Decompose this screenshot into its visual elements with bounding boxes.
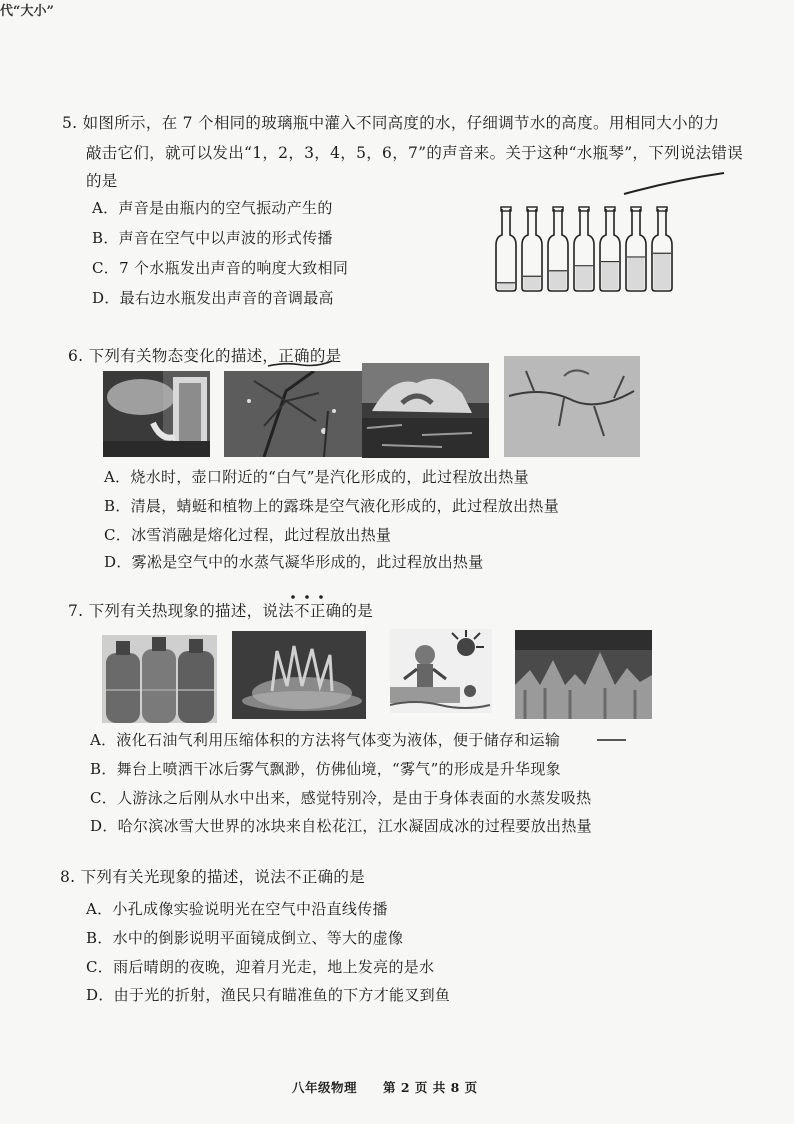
water-bottle-5	[600, 207, 620, 291]
q7-stem: 7. 下列有关热现象的描述，说法不正确的是	[68, 602, 374, 620]
q6-stem: 6. 下列有关物态变化的描述，正确的是	[68, 347, 342, 365]
photo-boiling-kettle	[103, 371, 210, 457]
q7-pen-dash	[596, 737, 628, 743]
q6-underline-mark	[266, 357, 336, 371]
q7-option-a: A．液化石油气利用压缩体积的方法将气体变为液体，便于储存和运输	[90, 731, 561, 749]
q5-option-a: A．声音是由瓶内的空气振动产生的	[92, 199, 333, 217]
q6-option-a: A．烧水时，壶口附近的“白气”是汽化形成的，此过程放出热量	[104, 468, 529, 486]
water-bottle-4	[574, 207, 594, 291]
q5-option-d: D．最右边水瓶发出声音的音调最高	[92, 289, 334, 307]
water-bottle-1	[496, 207, 516, 291]
photo-dragonfly-dew	[224, 371, 371, 457]
q7-option-d: D．哈尔滨冰雪大世界的冰块来自松花江，江水凝固成冰的过程要放出热量	[90, 817, 592, 835]
water-bottles-figure	[492, 205, 692, 297]
q8-option-d: D．由于光的折射，渔民只有瞄准鱼的下方才能叉到鱼	[86, 986, 451, 1004]
pen-mark-stroke	[620, 170, 730, 200]
water-fill-4	[576, 266, 593, 290]
q6-option-d: D．雾凇是空气中的水蒸气凝华形成的，此过程放出热量	[104, 553, 484, 571]
q5-option-c: C．7 个水瓶发出声音的响度大致相同	[92, 259, 349, 277]
photo-rime-frost	[504, 356, 640, 457]
q5-stem-line-2: 敲击它们，就可以发出“1，2，3，4，5，6，7”的声音来。关于这种“水瓶琴”，下列说法错误	[86, 144, 744, 162]
q8-stem: 8. 下列有关光现象的描述，说法不正确的是	[60, 868, 366, 886]
water-bottle-2	[522, 207, 542, 291]
water-fill-6	[628, 257, 645, 290]
corner-fragment-text: 代“大小”	[0, 4, 54, 19]
water-bottle-3	[548, 207, 568, 291]
q5-stem-line-3: 的是	[86, 172, 118, 190]
photo-dry-ice-stage	[232, 631, 366, 719]
water-bottle-6	[626, 207, 646, 291]
photo-ice-sculptures	[515, 630, 652, 719]
q5-option-b: B．声音在空气中以声波的形式传播	[92, 229, 333, 247]
page-footer: 八年级物理 第 2 页 共 8 页	[292, 1080, 478, 1095]
photo-melting-ice	[362, 363, 489, 458]
q6-option-c: C．冰雪消融是熔化过程，此过程放出热量	[104, 526, 392, 544]
photo-gas-cylinders	[102, 635, 217, 723]
q5-stem-line-1: 5. 如图所示，在 7 个相同的玻璃瓶中灌入不同高度的水，仔细调节水的高度。用相同大小的力	[62, 114, 720, 132]
water-fill-7	[654, 253, 671, 289]
q7-emphasis-dots	[288, 592, 328, 602]
q7-option-b: B．舞台上喷洒干冰后雾气飘渺，仿佛仙境，“雾气”的形成是升华现象	[90, 760, 561, 778]
water-fill-5	[602, 262, 619, 290]
q8-option-a: A．小孔成像实验说明光在空气中沿直线传播	[86, 900, 388, 918]
q8-option-c: C．雨后晴朗的夜晚，迎着月光走，地上发亮的是水	[86, 958, 435, 976]
water-bottle-7	[652, 207, 672, 291]
water-fill-1	[498, 283, 515, 290]
q7-option-c: C．人游泳之后刚从水中出来，感觉特别冷，是由于身体表面的水蒸发吸热	[90, 789, 592, 807]
water-fill-3	[550, 271, 567, 290]
photo-swimmer-cartoon	[390, 629, 492, 713]
q8-option-b: B．水中的倒影说明平面镜成倒立、等大的虚像	[86, 929, 404, 947]
q6-option-b: B．清晨，蜻蜓和植物上的露珠是空气液化形成的，此过程放出热量	[104, 497, 560, 515]
water-fill-2	[524, 276, 541, 289]
